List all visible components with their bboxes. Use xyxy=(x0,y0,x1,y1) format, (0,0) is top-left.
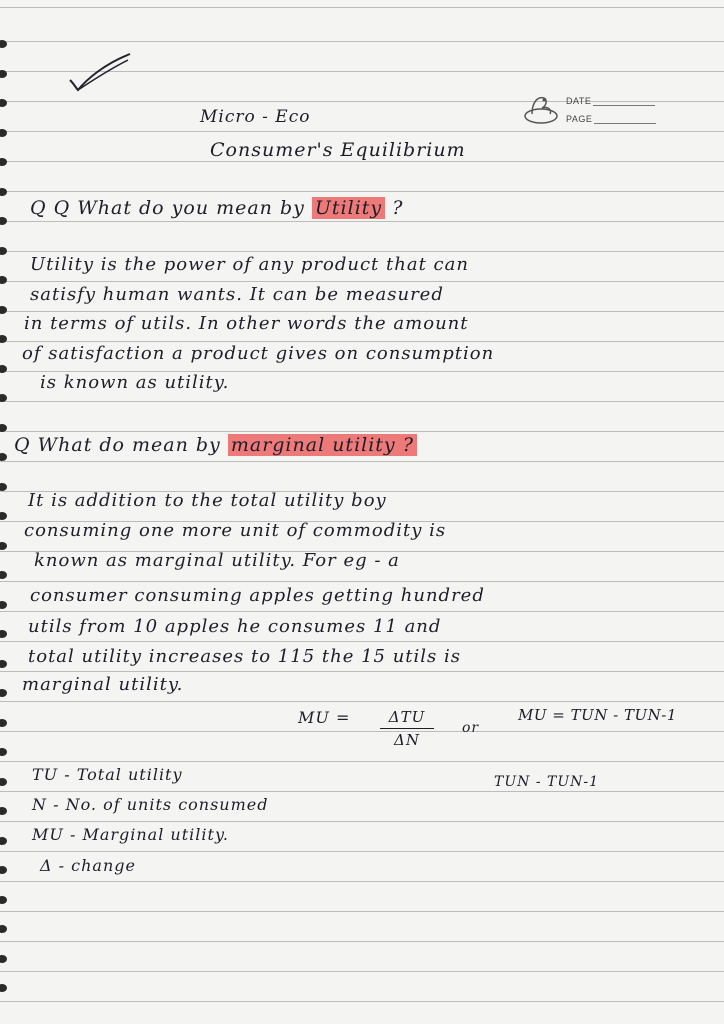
legend-item: MU - Marginal utility. xyxy=(32,825,229,844)
spiral-ring xyxy=(0,630,7,638)
answer-2-line: consuming one more unit of commodity is xyxy=(24,520,447,541)
spiral-ring xyxy=(0,424,7,432)
spiral-ring xyxy=(0,483,7,491)
spiral-ring xyxy=(0,807,7,815)
formula-alternative-2: TUN - TUN-1 xyxy=(494,774,600,790)
formula-alternative: MU = TUN - TUN-1 xyxy=(518,706,677,724)
spiral-ring xyxy=(0,40,7,48)
spiral-ring xyxy=(0,365,7,373)
spiral-ring xyxy=(0,335,7,343)
answer-2-line: known as marginal utility. For eg - a xyxy=(34,550,400,571)
page-title: Consumer's Equilibrium xyxy=(210,139,466,161)
answer-2-line: marginal utility. xyxy=(22,674,184,695)
formula-lhs: MU = xyxy=(298,708,351,727)
spiral-ring xyxy=(0,571,7,579)
checkmark-icon xyxy=(64,50,134,100)
spiral-ring xyxy=(0,99,7,107)
answer-1-line: satisfy human wants. It can be measured xyxy=(30,284,444,305)
spiral-ring xyxy=(0,601,7,609)
spiral-ring xyxy=(0,247,7,255)
legend-item: TU - Total utility xyxy=(32,765,183,784)
question-2-highlight: marginal utility ? xyxy=(228,434,417,456)
spiral-ring xyxy=(0,748,7,756)
answer-1-line: in terms of utils. In other words the amount xyxy=(24,313,469,334)
formula-or: or xyxy=(462,720,480,736)
spiral-ring xyxy=(0,188,7,196)
question-2 xyxy=(14,434,417,456)
page-field xyxy=(566,114,656,124)
spiral-ring xyxy=(0,689,7,697)
spiral-ring xyxy=(0,955,7,963)
answer-2-line: It is addition to the total utility boy xyxy=(28,490,387,511)
spiral-ring xyxy=(0,896,7,904)
spiral-ring xyxy=(0,276,7,284)
question-1 xyxy=(30,197,403,219)
spiral-ring xyxy=(0,778,7,786)
question-1-highlight: Utility xyxy=(312,197,385,219)
spiral-ring xyxy=(0,542,7,550)
formula-numerator: ΔTU xyxy=(380,708,434,729)
date-field xyxy=(566,96,655,106)
spiral-ring xyxy=(0,984,7,992)
answer-2-line: consumer consuming apples getting hundred xyxy=(30,585,485,606)
page-label: PAGE xyxy=(566,114,593,124)
spiral-ring xyxy=(0,866,7,874)
spiral-ring xyxy=(0,129,7,137)
spiral-binding xyxy=(0,40,10,1020)
date-label: DATE xyxy=(566,96,592,106)
formula-denominator: ΔN xyxy=(394,731,420,749)
spiral-ring xyxy=(0,306,7,314)
spiral-ring xyxy=(0,453,7,461)
spiral-ring xyxy=(0,512,7,520)
spiral-ring xyxy=(0,925,7,933)
answer-2-line: utils from 10 apples he consumes 11 and xyxy=(28,616,442,637)
spiral-ring xyxy=(0,217,7,225)
legend-item: N - No. of units consumed xyxy=(32,795,269,814)
legend-item: Δ - change xyxy=(40,856,136,875)
question-1-suffix: ? xyxy=(392,197,404,219)
question-2-text: Q What do mean by xyxy=(14,434,221,456)
spiral-ring xyxy=(0,70,7,78)
spiral-ring xyxy=(0,837,7,845)
answer-2-line: total utility increases to 115 the 15 utils is xyxy=(28,646,461,667)
answer-1-line: is known as utility. xyxy=(40,372,230,393)
notebook-logo-icon xyxy=(522,92,560,126)
spiral-ring xyxy=(0,394,7,402)
subject-heading: Micro - Eco xyxy=(200,107,311,127)
answer-1-line: Utility is the power of any product that can xyxy=(30,254,469,275)
formula-fraction xyxy=(380,708,434,749)
spiral-ring xyxy=(0,660,7,668)
answer-1-line: of satisfaction a product gives on consumption xyxy=(22,343,495,364)
question-1-text: Q Q What do you mean by xyxy=(30,197,305,219)
spiral-ring xyxy=(0,158,7,166)
spiral-ring xyxy=(0,719,7,727)
